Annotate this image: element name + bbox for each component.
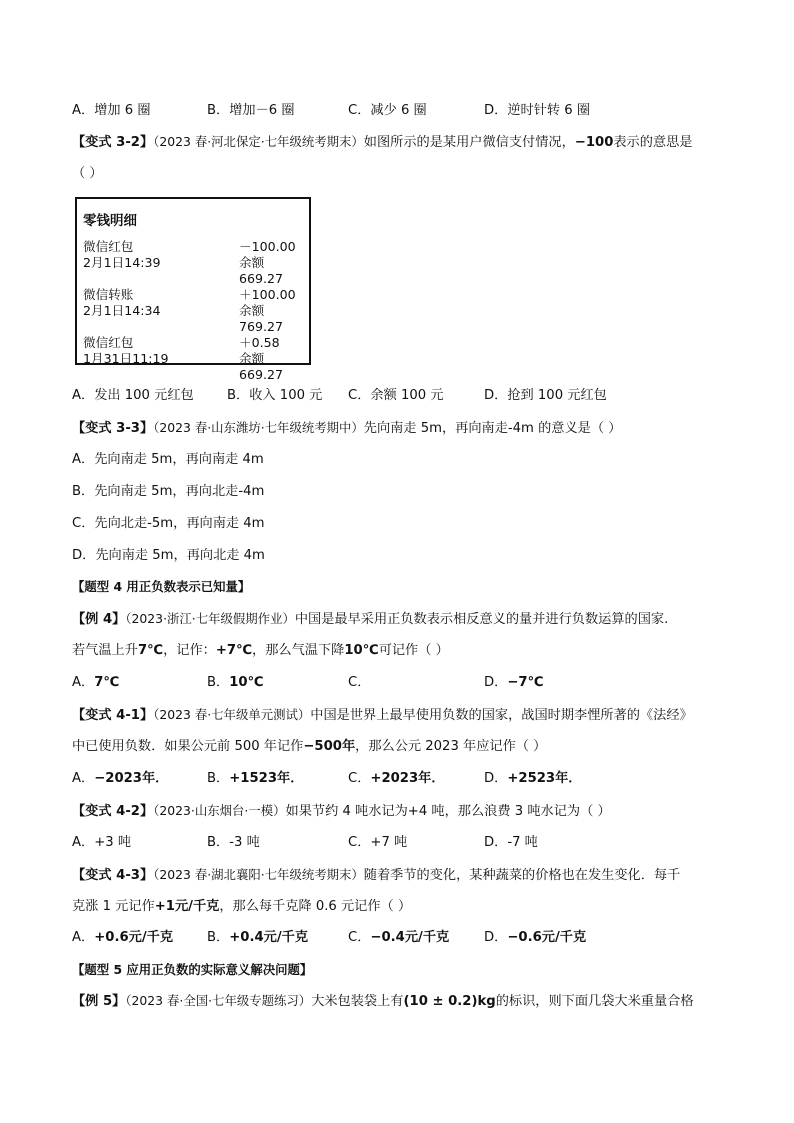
question-3-3 [72, 418, 621, 439]
text: 中已使用负数．如果公元前 500 年记作 [72, 739, 304, 754]
option-d: D．抢到 100 元红包 [484, 388, 607, 403]
question-label: 【变式 3-3】 [72, 421, 154, 436]
option-d: D．逆时针转 6 圈 [484, 103, 591, 118]
entry-name: 微信红包 [83, 239, 134, 254]
example-5 [72, 991, 694, 1012]
question-4-1 [72, 705, 693, 726]
question-source: （2023 春·七年级单元测试） [153, 707, 311, 722]
section-heading-type-5: 【题型 5 应用正负数的实际意义解决问题】 [72, 962, 313, 977]
question-text: 如图所示的是某用户微信支付情况， [363, 135, 575, 150]
option-a: A．7℃ [72, 675, 120, 690]
math-value: (10 ± 0.2)kg [403, 994, 496, 1009]
text: ，那么气温下降 [252, 643, 345, 658]
text: 若气温上升 [72, 643, 138, 658]
option-b: B．收入 100 元 [227, 388, 323, 403]
option-d: D．先向南走 5m，再向北走 4m [72, 548, 265, 563]
question-source: （2023·浙江·七年级假期作业） [125, 611, 295, 626]
question-text: 中国是世界上最早使用负数的国家，战国时期李悝所著的《法经》 [310, 708, 693, 723]
entry-amount: ＋100.00 [239, 287, 296, 302]
option-b: B．先向南走 5m，再向北走-4m [72, 484, 265, 499]
question-label: 【变式 3-2】 [72, 135, 154, 150]
option-c: C．+2023年． [348, 771, 445, 786]
entry-balance: 余额669.27 [239, 351, 284, 382]
math-value: −500年 [303, 739, 356, 754]
option-d: D．-7 吨 [484, 835, 538, 850]
text: ，那么公元 2023 年应记作（ ） [355, 739, 547, 754]
question-4-3-cont [72, 897, 411, 917]
math-value: +7℃ [215, 643, 253, 658]
question-3-2 [72, 132, 693, 153]
text: 克涨 1 元记作 [72, 899, 155, 914]
question-4-1-cont [72, 737, 546, 757]
option-a: A．+3 吨 [72, 835, 132, 850]
math-value: 7℃ [137, 643, 164, 658]
entry-time: 2月1日14:39 [83, 255, 161, 270]
text: ，记作： [163, 643, 216, 658]
option-d: D．−7℃ [484, 675, 544, 690]
option-b: B．10℃ [207, 675, 264, 690]
option-c: C．余额 100 元 [348, 388, 444, 403]
wallet-title: 零钱明细 [83, 213, 137, 229]
math-value: +1元/千克 [154, 899, 220, 914]
question-label: 【变式 4-2】 [72, 804, 154, 819]
wallet-detail-figure [75, 197, 311, 382]
example-4 [72, 609, 668, 630]
math-value: −100 [574, 135, 614, 150]
entry-amount: ＋0.58 [239, 335, 280, 350]
option-a: A．−2023年． [72, 771, 169, 786]
question-label: 【变式 4-3】 [72, 868, 154, 883]
question-label: 【例 4】 [72, 612, 126, 627]
option-c: C．先向北走-5m，再向南走 4m [72, 516, 265, 531]
question-label: 【例 5】 [72, 994, 126, 1009]
question-source: （2023·山东烟台·一模） [153, 803, 286, 818]
math-value: 10℃ [344, 643, 379, 658]
question-source: （2023 春·湖北襄阳·七年级统考期末） [153, 867, 364, 882]
option-d: D．+2523年． [484, 771, 582, 786]
option-b: B．+1523年． [207, 771, 304, 786]
entry-balance: 余额669.27 [239, 255, 284, 286]
question-label: 【变式 4-1】 [72, 708, 154, 723]
option-c: C． [348, 675, 371, 690]
entry-name: 微信红包 [83, 335, 134, 350]
entry-time: 2月1日14:34 [83, 303, 161, 318]
option-b: B．增加－6 圈 [207, 103, 295, 118]
entry-name: 微信转账 [83, 287, 134, 302]
question-text: 先向南走 5m，再向南走-4m 的意义是（ ） [363, 421, 622, 436]
question-4-3 [72, 865, 680, 886]
question-text: 大米包装袋上有 [311, 994, 404, 1009]
entry-balance: 余额769.27 [239, 303, 284, 334]
option-a: A．发出 100 元红包 [72, 388, 194, 403]
entry-time: 1月31日11:19 [83, 351, 169, 366]
option-c: C．−0.4元/千克 [348, 930, 450, 945]
option-a: A．增加 6 圈 [72, 103, 151, 118]
section-heading-type-4: 【题型 4 用正负数表示已知量】 [72, 579, 251, 594]
option-c: C．+7 吨 [348, 835, 408, 850]
question-4-2 [72, 801, 611, 822]
entry-amount: －100.00 [239, 239, 296, 254]
example-4-cont [72, 641, 449, 661]
question-source: （2023 春·山东潍坊·七年级统考期中） [153, 420, 364, 435]
option-a: A．先向南走 5m，再向南走 4m [72, 452, 264, 467]
option-b: B．+0.4元/千克 [207, 930, 309, 945]
option-a: A．+0.6元/千克 [72, 930, 174, 945]
option-b: B．-3 吨 [207, 835, 260, 850]
text: 可记作（ ） [378, 643, 449, 658]
text: ，那么每千克降 0.6 元记作（ ） [219, 899, 412, 914]
question-text: 中国是最早采用正负数表示相反意义的量并进行负数运算的国家. [294, 612, 669, 627]
option-c: C．减少 6 圈 [348, 103, 427, 118]
question-text: 随着季节的变化，某种蔬菜的价格也在发生变化．每千 [363, 868, 681, 883]
question-source: （2023 春·河北保定·七年级统考期末） [153, 134, 364, 149]
question-text-cont: 表示的意思是 [613, 135, 693, 150]
question-text-cont: 的标识，则下面几袋大米重量合格 [495, 994, 694, 1009]
answer-blank: （ ） [72, 166, 103, 181]
option-d: D．−0.6元/千克 [484, 930, 587, 945]
question-source: （2023 春·全国·七年级专题练习） [125, 993, 312, 1008]
question-text: 如果节约 4 吨水记为+4 吨，那么浪费 3 吨水记为（ ） [285, 804, 611, 819]
